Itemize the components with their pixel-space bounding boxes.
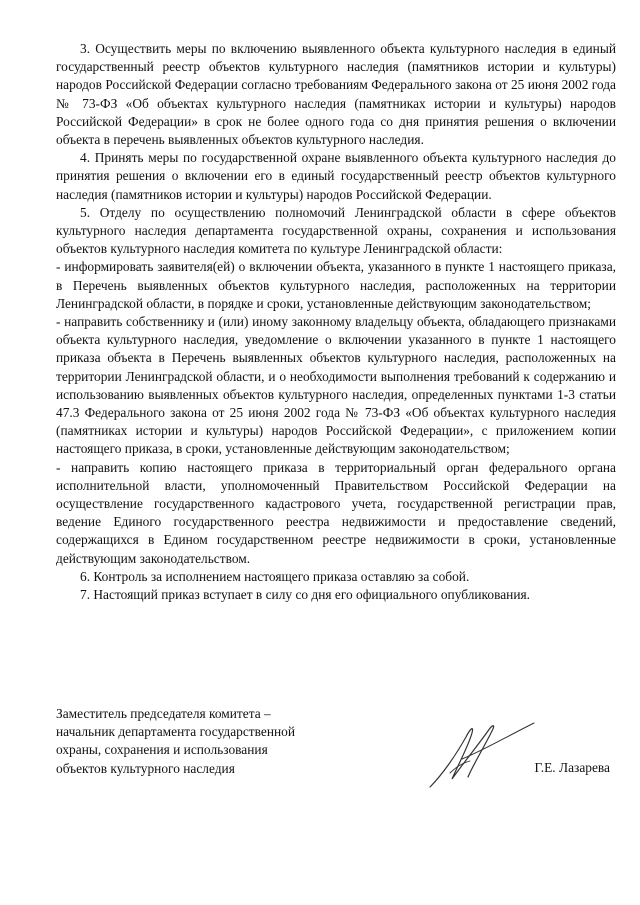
signer-title-line: охраны, сохранения и использования — [56, 742, 268, 758]
paragraph-5: 5. Отделу по осуществлению полномочий Ленинградской области в сфере объектов культурного наследия департамента государственной охраны, сохранения и использования объектов культурного наследия комитета по культуре Ленинградской области: — [56, 204, 616, 257]
paragraph-3: 3. Осуществить меры по включению выявленного объекта культурного наследия в единый государственный реестр объектов культурного наследия (памятников истории и культуры) народов Российской Федерации согласно требованиям Федерального закона от 25 июня 2002 года № 73-ФЗ «Об объектах культурного наследия (памятниках истории и культуры) народов Российской Федерации» в срок не более одного года со дня принятия решения о включении объекта в перечень выявленных объектов культурного наследия. — [56, 41, 616, 148]
signer-title — [56, 705, 346, 778]
paragraph-5-item-send-copy: - направить копию настоящего приказа в территориальный орган федерального органа исполнительной власти, уполномоченный Правительством Российской Федерации на осуществление государственного кадастрового учета, государственной регистрации прав, ведение Единого государственного реестра недвижимости и предоставление сведений, содержащихся в Едином государственном реестре недвижимости в сроки, установленные действующим законодательством. — [56, 459, 616, 566]
document-body — [56, 40, 616, 604]
signature-block — [56, 705, 616, 805]
signer-name: Г.Е. Лазарева — [534, 760, 610, 775]
paragraph-6: 6. Контроль за исполнением настоящего приказа оставляю за собой. — [80, 568, 470, 584]
handwritten-signature — [422, 715, 542, 795]
paragraph-4: 4. Принять меры по государственной охране выявленного объекта культурного наследия до принятия решения о включении его в единый государственный реестр объектов культурного наследия (памятников истории и культуры) народов Российской Федерации. — [56, 150, 616, 202]
signer-title-line: начальник департамента государственной — [56, 724, 296, 740]
signer-title-line: Заместитель председателя комитета – — [56, 706, 271, 721]
paragraph-7: 7. Настоящий приказ вступает в силу со дня его официального опубликования. — [80, 587, 530, 603]
paragraph-5-item-inform: - информировать заявителя(ей) о включении объекта, указанного в пункте 1 настоящего приказа, в Перечень выявленных объектов культурного наследия, расположенных на территории Ленинградской области, в порядке и сроки, установленные действующим законодательством; — [56, 259, 616, 311]
signer-title-line: объектов культурного наследия — [56, 760, 235, 776]
paragraph-5-item-notify-owner: - направить собственнику и (или) иному законному владельцу объекта, обладающего признаками объекта культурного наследия, уведомление о включении указанного в пункте 1 настоящего приказа объекта в Перечень выявленных объектов культурного наследия, расположенных на территории Ленинградской области, и о необходимости выполнения требований к содержанию и использованию выявленных объектов культурного наследия, определенных пунктами 1-3 статьи 47.3 Федерального закона от 25 июня 2002 года № 73-ФЗ «Об объектах культурного наследия (памятниках истории и культуры) народов Российской Федерации», с приложением копии настоящего приказа, в сроки, установленные действующим законодательством; — [56, 314, 616, 457]
